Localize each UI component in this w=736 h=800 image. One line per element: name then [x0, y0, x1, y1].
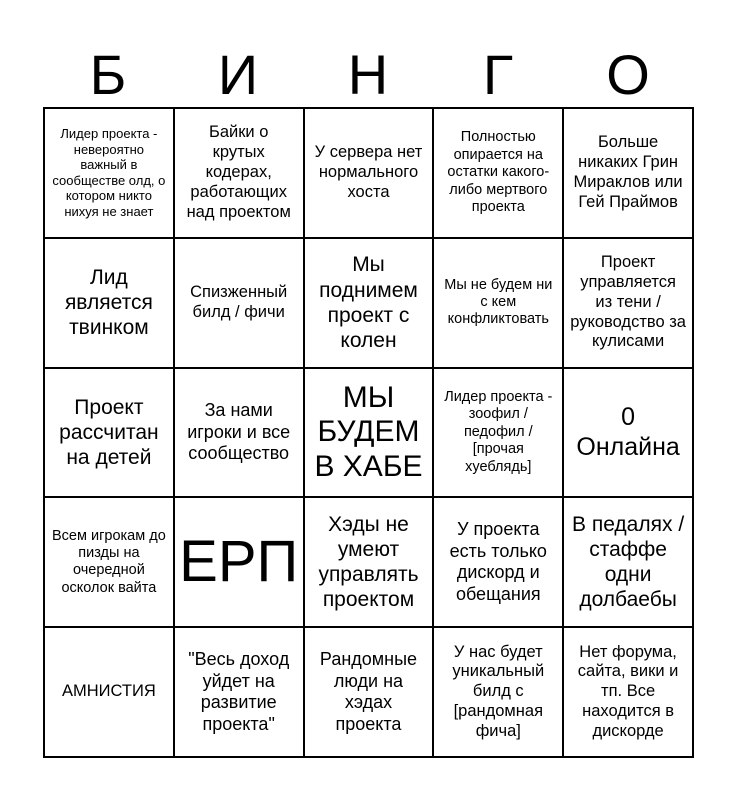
title-letter-i: И [217, 43, 259, 106]
bingo-cell-r4c5[interactable]: В педалях / стаффе одни долбаебы [564, 498, 694, 628]
bingo-cell-r2c5[interactable]: Проект управляется из тени / руководство за кулисами [564, 239, 694, 369]
title-letter-b: Б [89, 43, 127, 106]
bingo-cell-r5c4[interactable]: У нас будет уникальный билд с [рандомная фича] [434, 628, 564, 758]
bingo-cell-r3c5[interactable]: 0 Онлайна [564, 369, 694, 499]
bingo-cell-r5c1[interactable]: АМНИСТИЯ [45, 628, 175, 758]
bingo-cell-r4c3[interactable]: Хэды не умеют управлять проектом [305, 498, 435, 628]
bingo-cell-r1c3[interactable]: У сервера нет нормального хоста [305, 109, 435, 239]
bingo-cell-r2c1[interactable]: Лид является твинком [45, 239, 175, 369]
bingo-cell-r1c2[interactable]: Байки о крутых кодерах, работающих над проектом [175, 109, 305, 239]
bingo-cell-r3c2[interactable]: За нами игроки и все сообщество [175, 369, 305, 499]
bingo-cell-r2c3[interactable]: Мы поднимем проект с колен [305, 239, 435, 369]
bingo-cell-r3c1[interactable]: Проект рассчитан на детей [45, 369, 175, 499]
bingo-cell-r4c1[interactable]: Всем игрокам до пизды на очередной осколок вайта [45, 498, 175, 628]
bingo-cell-r1c5[interactable]: Больше никаких Грин Мираклов или Гей Праймов [564, 109, 694, 239]
bingo-cell-r2c2[interactable]: Спизженный билд / фичи [175, 239, 305, 369]
title-letter-n: Н [347, 43, 389, 106]
bingo-cell-r2c4[interactable]: Мы не будем ни с кем конфликтовать [434, 239, 564, 369]
bingo-cell-r3c3-free[interactable]: МЫ БУДЕМ В ХАБЕ [305, 369, 435, 499]
bingo-cell-r3c4[interactable]: Лидер проекта - зоофил / педофил / [прочая хуеблядь] [434, 369, 564, 499]
bingo-cell-r4c4[interactable]: У проекта есть только дискорд и обещания [434, 498, 564, 628]
bingo-cell-r4c2[interactable]: ЕРП [175, 498, 305, 628]
bingo-title [43, 40, 693, 110]
title-letter-o: О [606, 43, 650, 106]
bingo-cell-r1c4[interactable]: Полностью опирается на остатки какого-либо мертвого проекта [434, 109, 564, 239]
bingo-cell-r1c1[interactable]: Лидер проекта - невероятно важный в сообществе олд, о котором никто нихуя не знает [45, 109, 175, 239]
bingo-board [43, 107, 694, 758]
bingo-cell-r5c3[interactable]: Рандомные люди на хэдах проекта [305, 628, 435, 758]
bingo-cell-r5c5[interactable]: Нет форума, сайта, вики и тп. Все находится в дискорде [564, 628, 694, 758]
title-letter-g: Г [482, 43, 514, 106]
bingo-cell-r5c2[interactable]: "Весь доход уйдет на развитие проекта" [175, 628, 305, 758]
